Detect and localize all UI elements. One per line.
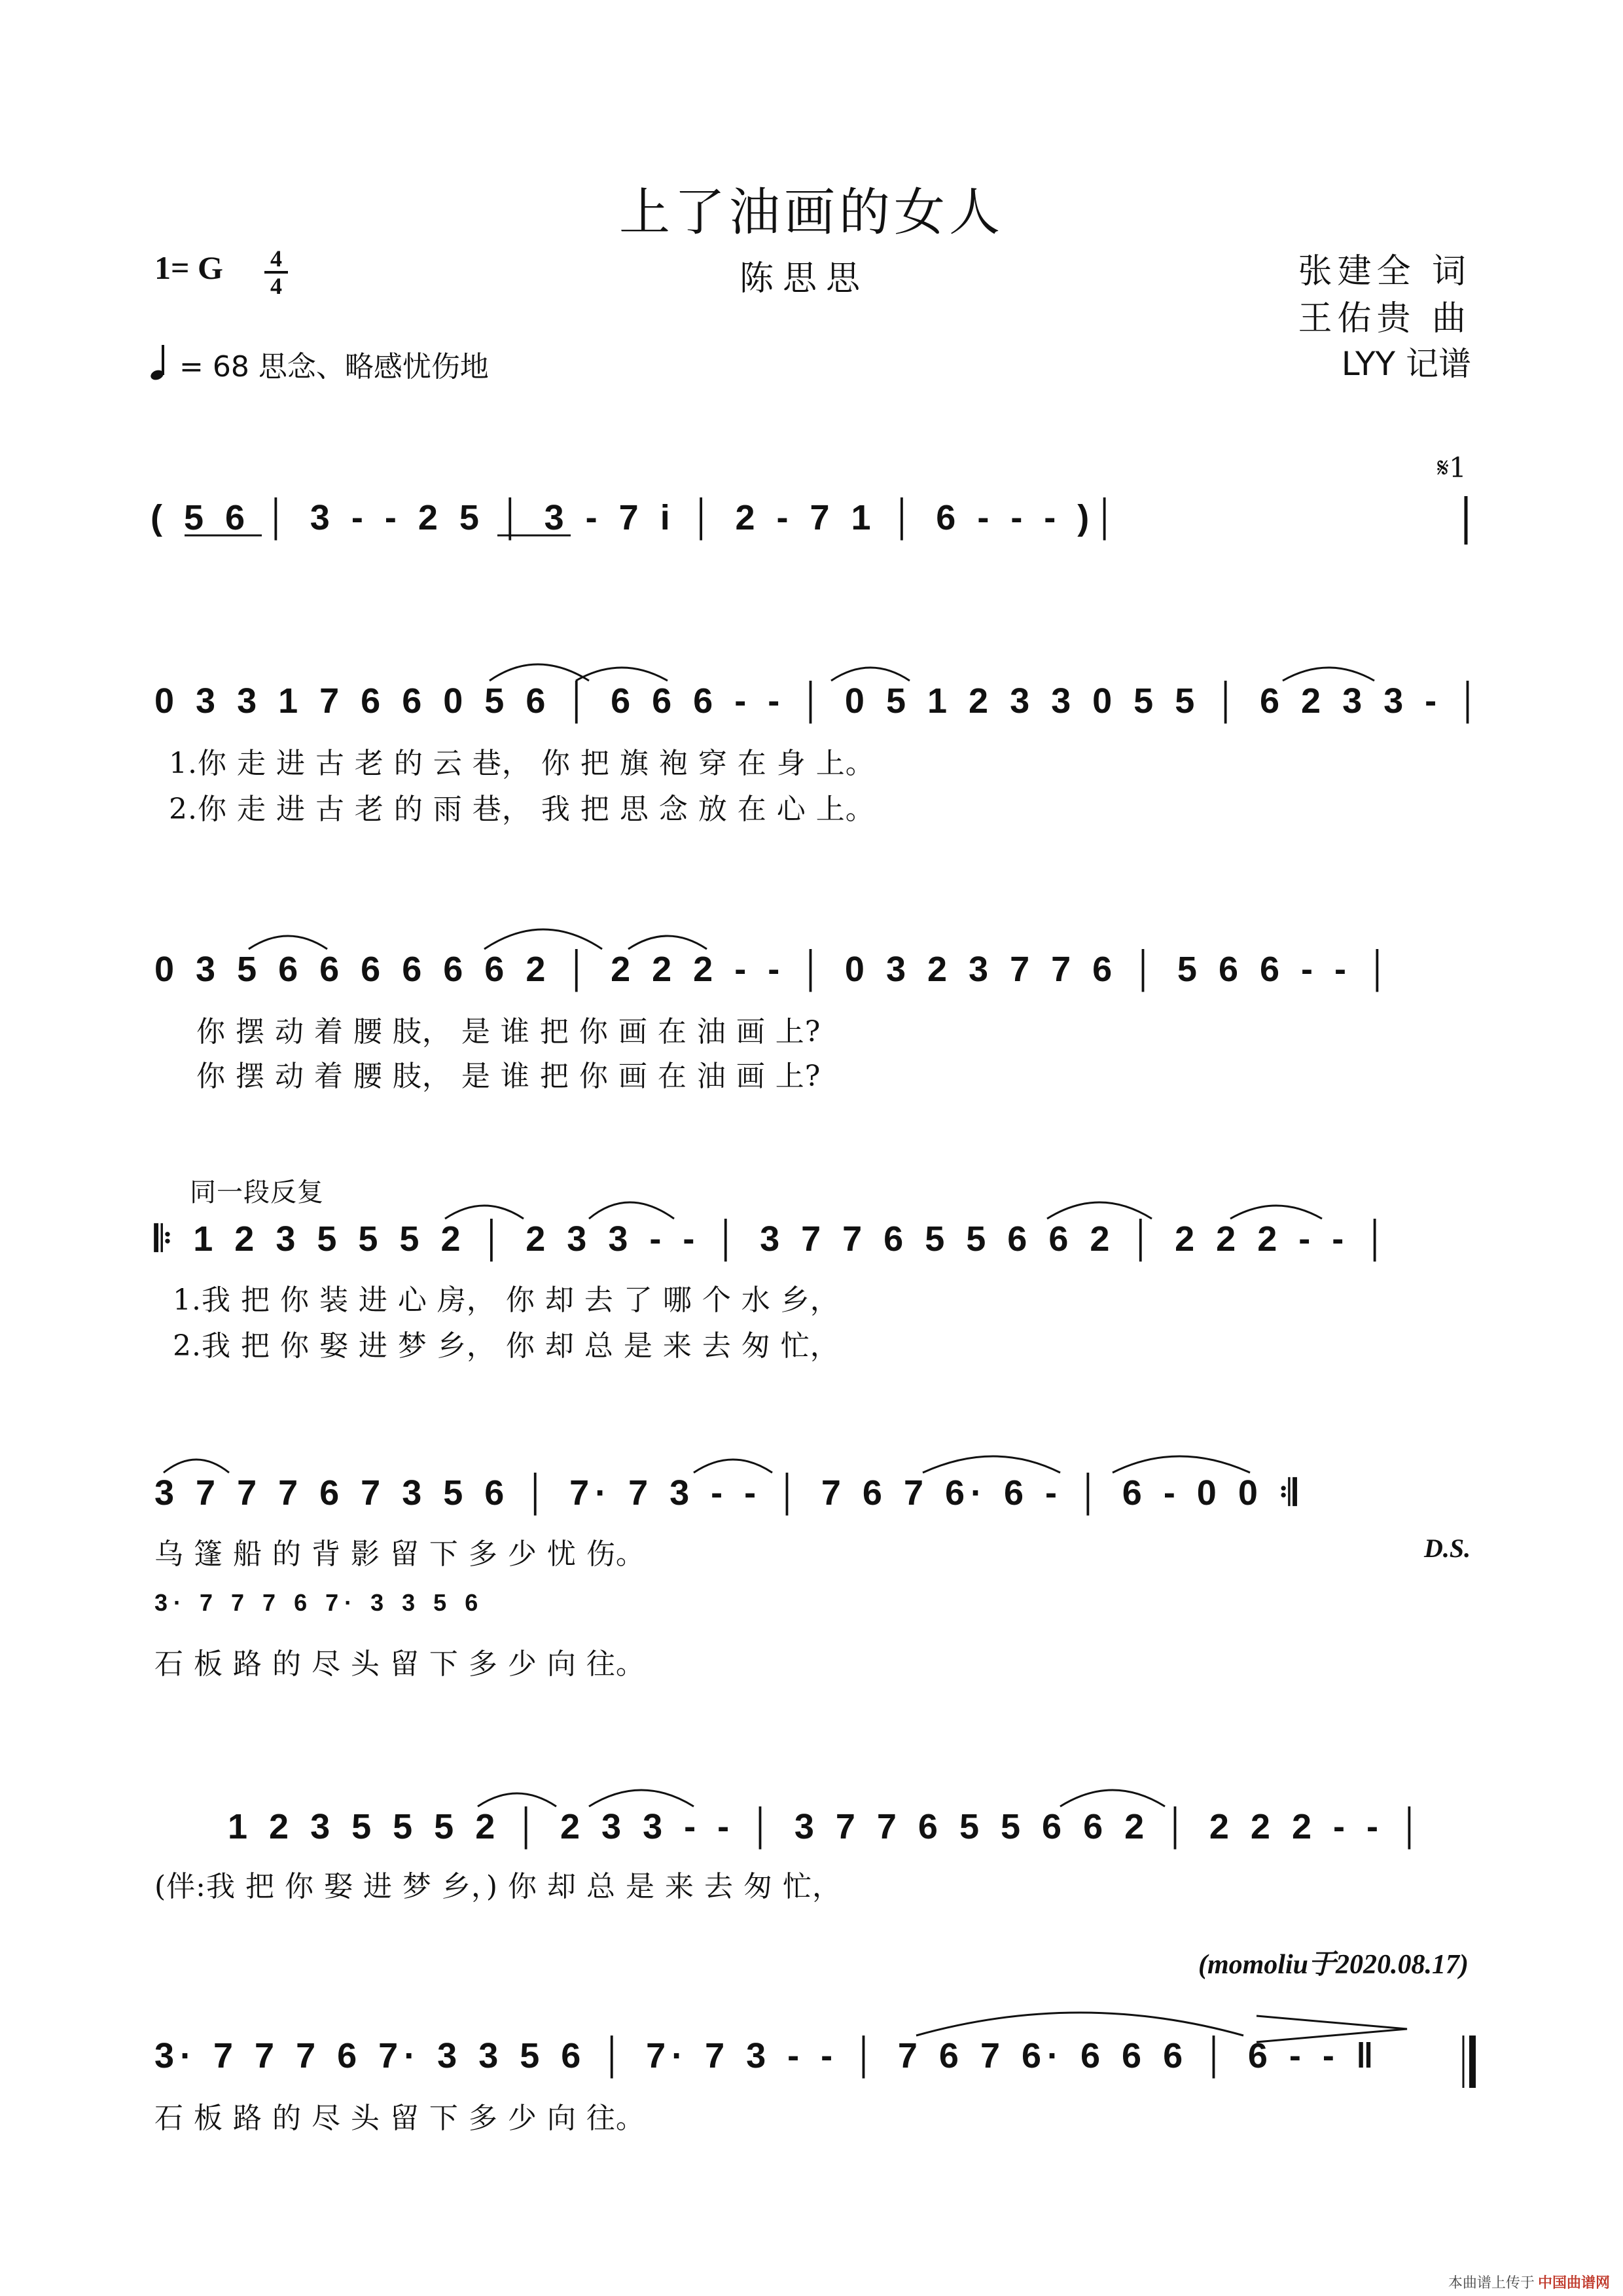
row4-slur-3 <box>923 1456 1060 1473</box>
transcriber-credit: LYY 记谱 <box>1341 345 1471 383</box>
watermark-logo: 中国曲谱网 <box>1537 2275 1610 2291</box>
row2-notes: 0 3 5 6 6 6 6 6 6 2 │ 2 2 2 - - │ 0 3 2 3 7 7 6 │ 5 6 6 - - │ <box>154 950 1396 989</box>
repeat-label: 同一段反复 <box>190 1177 324 1208</box>
segno-icon: 𝄋1 <box>1437 452 1467 484</box>
song-title: 上了油画的女人 <box>618 183 1004 242</box>
row4-lyrics: 乌 篷 船 的 背 影 留 下 多 少 忧 伤。 <box>154 1537 645 1571</box>
row2-slur-1 <box>249 936 327 949</box>
row1-lyrics-verse1: 1.你 走 进 古 老 的 云 巷， 你 把 旗 袍 穿 在 身 上。 <box>169 747 875 780</box>
row5-slur-2 <box>589 1790 694 1806</box>
key-signature: 1= G <box>154 249 223 286</box>
row5-lyrics: (伴:我 把 你 娶 进 梦 乡，) 你 却 总 是 来 去 匆 忙， <box>154 1870 842 1903</box>
dal-segno-marking: D.S. <box>1424 1534 1471 1563</box>
row5-slur-1 <box>478 1793 556 1806</box>
row1-slur-3 <box>831 668 910 681</box>
composer-credit: 王佑贵 曲 <box>1298 299 1471 338</box>
row3-lyrics-verse1: 1.我 把 你 装 进 心 房， 你 却 去 了 哪 个 水 乡， <box>173 1283 840 1317</box>
row2-lyrics-verse1: 你 摆 动 着 腰 肢， 是 谁 把 你 画 在 油 画 上? <box>196 1015 821 1049</box>
watermark-text: 本曲谱上传于 <box>1448 2275 1535 2291</box>
row1-slur-4 <box>1283 668 1374 681</box>
row6-slur-1 <box>916 2013 1243 2036</box>
row1-notes: 0 3 3 1 7 6 6 0 5 6 │ 6 6 6 - - │ 0 5 1 2 3 3 0 5 5 │ 6 2 3 3 - │ <box>154 681 1486 721</box>
row6-notes: 3· 7 7 7 6 7· 3 3 5 6 │ 7· 7 3 - - │ 7 6 7 6· 6 6 6 │ 6 - - ‖ <box>154 2036 1380 2075</box>
transcriber-signature: (momoliu于2020.08.17) <box>1198 1950 1469 1980</box>
watermark <box>1448 2272 1610 2292</box>
row2-slur-2 <box>484 929 602 949</box>
row1-slur-1 <box>490 664 589 681</box>
lyricist-credit: 张建全 词 <box>1298 252 1471 291</box>
row4-alt-notes: 3· 7 7 7 6 7· 3 3 5 6 <box>154 1589 484 1616</box>
row3-slur-1 <box>445 1206 524 1219</box>
row3-slur-3 <box>1047 1202 1152 1219</box>
row3-notes: 𝄆 1 2 3 5 5 5 2 │ 2 3 3 - - │ 3 7 7 6 5 5 6 6 2 │ 2 2 2 - - │ <box>154 1219 1393 1259</box>
row4-slur-2 <box>694 1460 772 1473</box>
row4-slur-1 <box>164 1460 229 1473</box>
row1-slur-2 <box>576 668 668 681</box>
row3-lyrics-verse2: 2.我 把 你 娶 进 梦 乡， 你 却 总 是 来 去 匆 忙， <box>173 1329 840 1363</box>
row4-notes: 3 7 7 7 6 7 3 5 6 │ 7· 7 3 - - │ 7 6 7 6· 6 - │ 6 - 0 0 𝄇 <box>154 1473 1303 1513</box>
row5-notes: 1 2 3 5 5 5 2 │ 2 3 3 - - │ 3 7 7 6 5 5 6 6 2 │ 2 2 2 - - │ <box>228 1807 1428 1846</box>
row4-alt-lyrics: 石 板 路 的 尽 头 留 下 多 少 向 往。 <box>154 1647 645 1681</box>
row5-slur-3 <box>1060 1790 1165 1806</box>
row4-slur-4 <box>1113 1456 1250 1473</box>
row6-lyrics: 石 板 路 的 尽 头 留 下 多 少 向 往。 <box>154 2102 645 2135</box>
row3-slur-2 <box>589 1202 674 1219</box>
tempo-text: = 68 思念、略感忧伤地 <box>179 350 489 384</box>
row3-slur-4 <box>1230 1206 1322 1219</box>
row1-lyrics-verse2: 2.你 走 进 古 老 的 雨 巷， 我 把 思 念 放 在 心 上。 <box>169 793 875 826</box>
row2-lyrics-verse2: 你 摆 动 着 腰 肢， 是 谁 把 你 画 在 油 画 上? <box>196 1060 821 1093</box>
time-signature-bottom: 4 <box>270 273 282 299</box>
intro-notes: ( 5 6 │ 3 - - 2 5 │ 3 - 7 i │ 2 - 7 1 │ 6 - - - )│ <box>151 498 1124 537</box>
singer-name: 陈思思 <box>740 259 870 298</box>
row6-diminuendo <box>1257 2016 1407 2042</box>
time-signature-top: 4 <box>270 245 282 272</box>
row2-slur-3 <box>628 936 707 949</box>
